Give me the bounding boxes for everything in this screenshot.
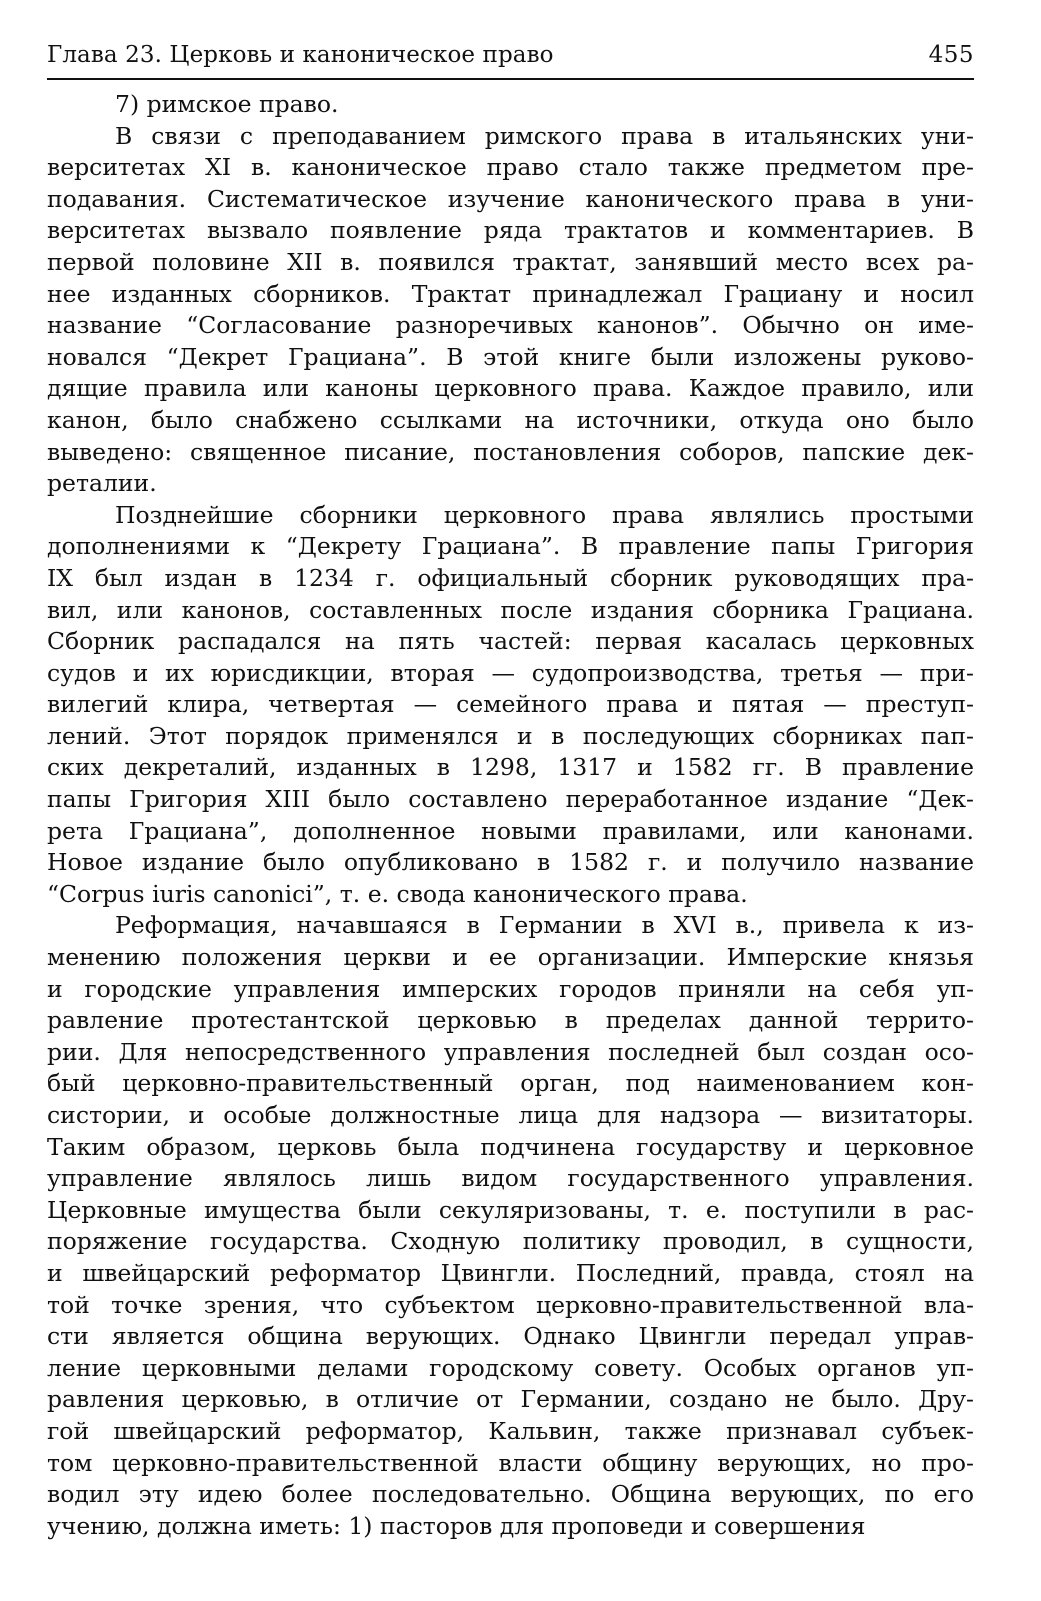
text-line: судов и их юрисдикции, вторая — судопроизводства, третья — при- bbox=[47, 658, 974, 687]
text-line: дополнениями к “Декрету Грациана”. В правление папы Григория bbox=[47, 532, 974, 561]
text-line: верситетах XI в. каноническое право стало также предметом пре- bbox=[47, 153, 974, 182]
text-line: том церковно-правительственной власти общину верующих, но про- bbox=[47, 1448, 974, 1477]
book-page bbox=[47, 40, 974, 1542]
paragraph bbox=[47, 121, 974, 500]
chapter-title: Глава 23. Церковь и каноническое право bbox=[47, 42, 554, 68]
text-line: и швейцарский реформатор Цвингли. Последний, правда, стоял на bbox=[47, 1258, 974, 1287]
paragraph bbox=[47, 500, 974, 911]
text-line: вил, или канонов, составленных после издания сборника Грациана. bbox=[47, 595, 974, 624]
text-line: дящие правила или каноны церковного права. Каждое правило, или bbox=[47, 374, 974, 403]
text-line: 7) римское право. bbox=[115, 90, 339, 118]
text-line: учению, должна иметь: 1) пасторов для проповеди и совершения bbox=[47, 1511, 866, 1540]
text-line: название “Согласование разноречивых канонов”. Обычно он име- bbox=[47, 311, 974, 340]
text-line: вилегий клира, четвертая — семейного права и пятая — преступ- bbox=[47, 690, 974, 719]
text-line: водил эту идею более последовательно. Община верующих, по его bbox=[47, 1480, 974, 1509]
text-line: новался “Декрет Грациана”. В этой книге были изложены руково- bbox=[47, 342, 974, 371]
text-line: Позднейшие сборники церковного права являлись простыми bbox=[115, 500, 974, 529]
text-line: ление церковными делами городскому совету. Особых органов уп- bbox=[47, 1353, 974, 1382]
text-line: верситетах вызвало появление ряда трактатов и комментариев. В bbox=[47, 216, 974, 245]
text-line: равление протестантской церковью в пределах данной террито- bbox=[47, 1006, 974, 1035]
paragraph bbox=[47, 910, 974, 1542]
text-line: равления церковью, в отличие от Германии, создано не было. Дру- bbox=[47, 1385, 974, 1414]
text-line: рии. Для непосредственного управления последней был создан осо- bbox=[47, 1037, 974, 1066]
text-line: Таким образом, церковь была подчинена государству и церковное bbox=[47, 1132, 974, 1161]
text-line: сти является община верующих. Однако Цвингли передал управ- bbox=[47, 1322, 974, 1351]
text-line: менению положения церкви и ее организации. Имперские князья bbox=[47, 943, 974, 972]
text-line: и городские управления имперских городов приняли на себя уп- bbox=[47, 974, 974, 1003]
body-text bbox=[47, 89, 974, 1542]
text-line: нее изданных сборников. Трактат принадлежал Грациану и носил bbox=[47, 279, 974, 308]
text-line: папы Григория XIII было составлено переработанное издание “Дек- bbox=[47, 785, 974, 814]
text-line: ских декреталий, изданных в 1298, 1317 и 1582 гг. В правление bbox=[47, 753, 974, 782]
text-line: той точке зрения, что субъектом церковно-правительственной вла- bbox=[47, 1290, 974, 1319]
text-line: В связи с преподаванием римского права в итальянских уни- bbox=[115, 121, 974, 150]
text-line: реталии. bbox=[47, 469, 157, 498]
text-line: IX был издан в 1234 г. официальный сборник руководящих пра- bbox=[47, 563, 974, 592]
text-line: Сборник распадался на пять частей: первая касалась церковных bbox=[47, 627, 974, 656]
paragraph bbox=[47, 89, 974, 121]
text-line: канон, было снабжено ссылками на источники, откуда оно было bbox=[47, 405, 974, 434]
text-line: Реформация, начавшаяся в Германии в XVI в., привела к из- bbox=[115, 911, 974, 940]
text-line: управление являлось лишь видом государственного управления. bbox=[47, 1164, 974, 1193]
text-line: бый церковно-правительственный орган, под наименованием кон- bbox=[47, 1069, 974, 1098]
text-line: систории, и особые должностные лица для надзора — визитаторы. bbox=[47, 1101, 974, 1129]
text-line: гой швейцарский реформатор, Кальвин, также признавал субъек- bbox=[47, 1416, 974, 1445]
text-line: Новое издание было опубликовано в 1582 г. и получило название bbox=[47, 848, 974, 877]
text-line: “Corpus iuris canonici”, т. е. свода канонического права. bbox=[47, 879, 748, 908]
page-number: 455 bbox=[928, 42, 974, 68]
text-line: подавания. Систематическое изучение канонического права в уни- bbox=[47, 184, 974, 213]
text-line: Церковные имущества были секуляризованы, т. е. поступили в рас- bbox=[47, 1195, 974, 1224]
text-line: поряжение государства. Сходную политику проводил, в сущности, bbox=[47, 1227, 974, 1256]
running-header bbox=[47, 40, 974, 80]
text-line: выведено: священное писание, постановления соборов, папские дек- bbox=[47, 437, 974, 466]
text-line: первой половине XII в. появился трактат, занявший место всех ра- bbox=[47, 247, 974, 276]
text-line: лений. Этот порядок применялся и в последующих сборниках пап- bbox=[47, 721, 974, 750]
text-line: рета Грациана”, дополненное новыми правилами, или канонами. bbox=[47, 816, 974, 845]
